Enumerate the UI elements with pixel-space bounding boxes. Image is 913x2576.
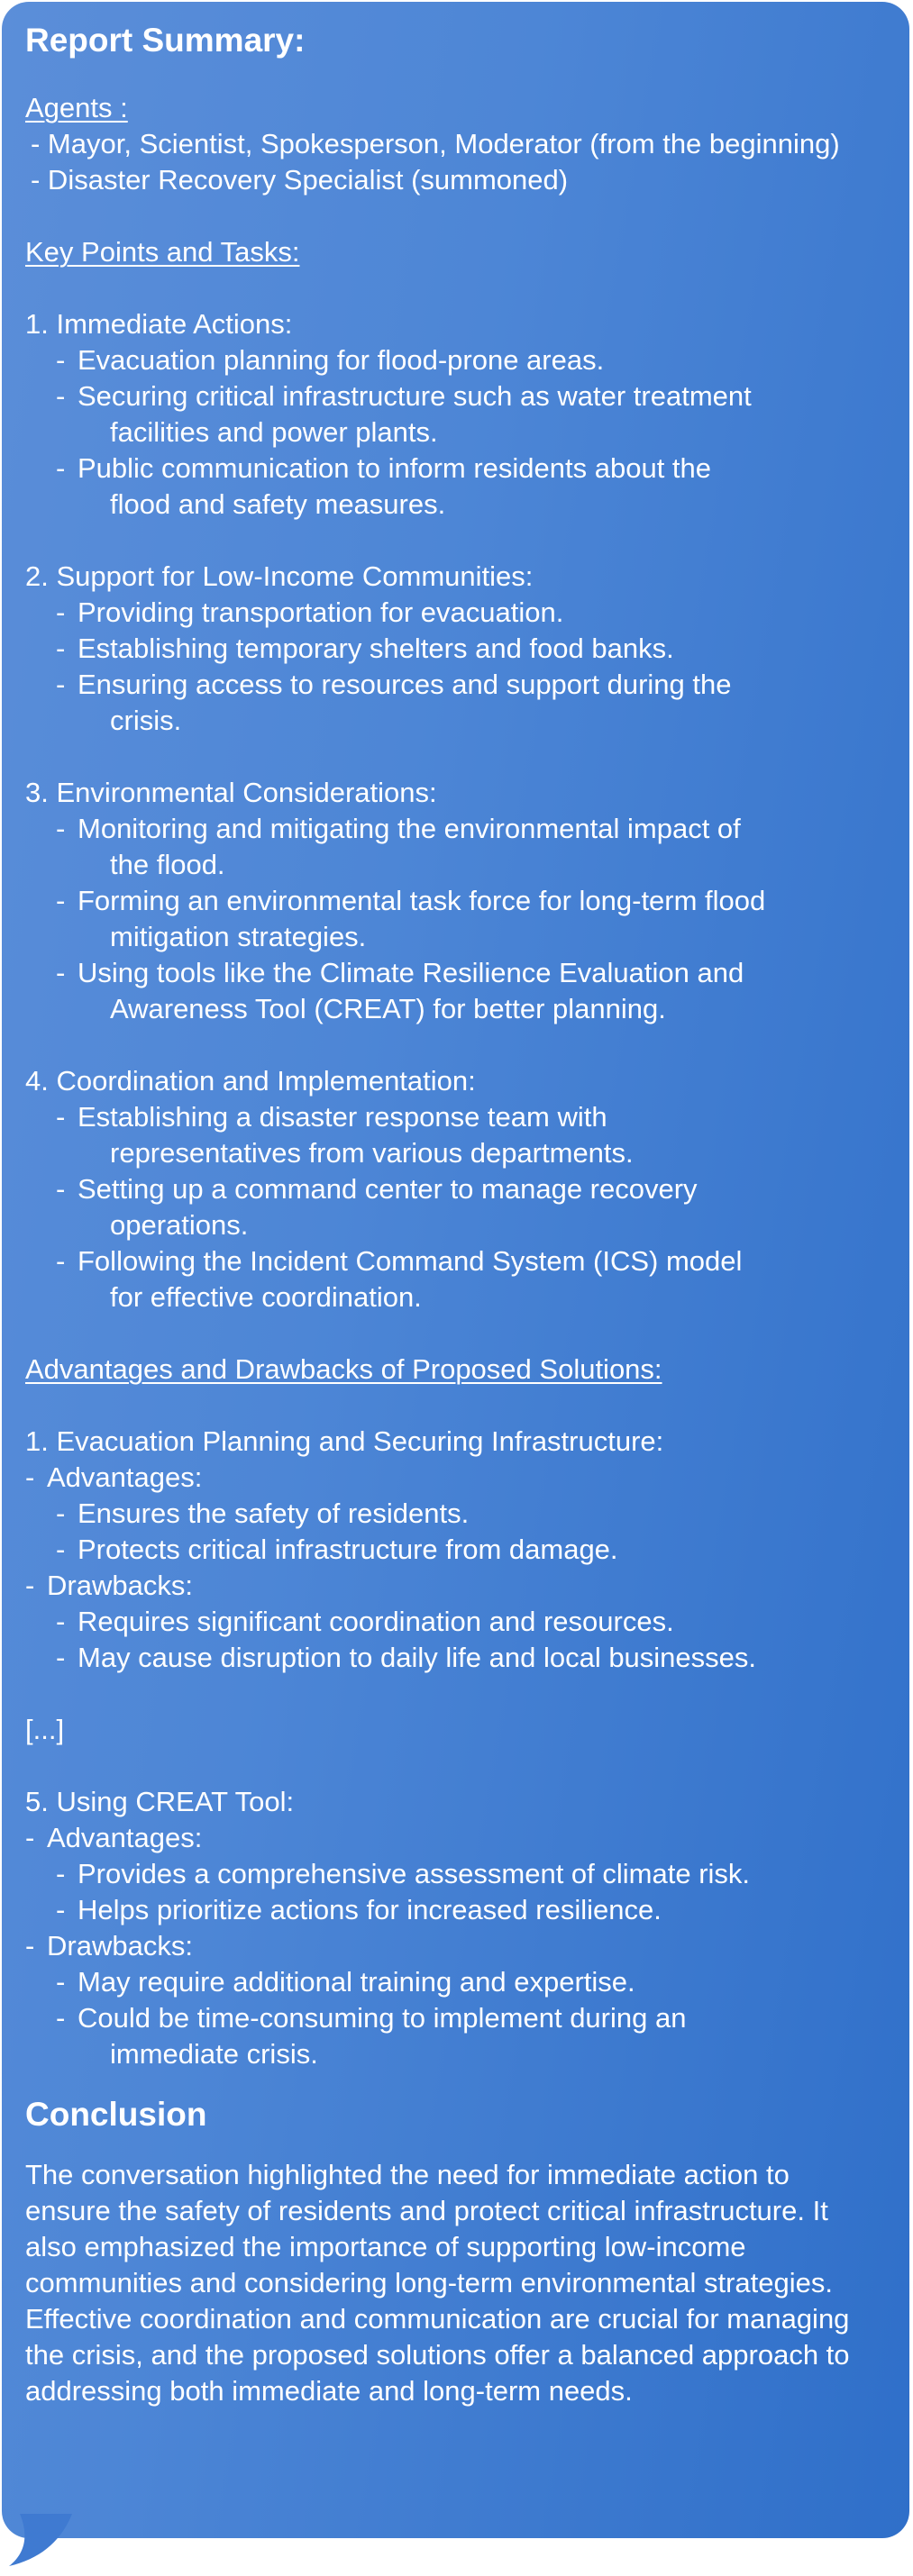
section-title: 1. Immediate Actions: — [25, 308, 293, 340]
list-item: - Establishing a disaster response team with representatives from various departments. — [56, 1101, 634, 1169]
conclusion-heading: Conclusion — [25, 2096, 207, 2133]
list-item: - Providing transportation for evacuation. — [56, 596, 564, 628]
advantages-heading: Advantages and Drawbacks of Proposed Solutions: — [25, 1353, 662, 1385]
list-item: - Evacuation planning for flood-prone areas. — [56, 344, 605, 376]
section-title: 3. Environmental Considerations: — [25, 777, 437, 808]
list-item: - Forming an environmental task force for long-term flood mitigation strategies. — [56, 885, 766, 952]
list-item: - Public communication to inform residents about the flood and safety measures. — [56, 452, 712, 520]
list-item: - Setting up a command center to manage recovery operations. — [56, 1173, 698, 1241]
list-item: - May cause disruption to daily life and local businesses. — [56, 1642, 757, 1673]
advantages-label: - Advantages: — [25, 1822, 203, 1853]
list-item: - Could be time-consuming to implement during an immediate crisis. — [56, 2002, 687, 2070]
list-item: - Using tools like the Climate Resilience Evaluation and Awareness Tool (CREAT) for better planning. — [56, 957, 744, 1024]
agents-line-1: - Mayor, Scientist, Spokesperson, Moderator (from the beginning) — [31, 128, 840, 159]
list-item: - Establishing temporary shelters and food banks. — [56, 633, 674, 664]
list-item: - Provides a comprehensive assessment of climate risk. — [56, 1858, 751, 1889]
key-points-heading: Key Points and Tasks: — [25, 236, 300, 268]
conclusion-text: The conversation highlighted the need for immediate action to ensure the safety of residents and protect critical infrastructure. It also emphasized the importance of supporting low-income communities and considering long-term environmental strategies. Effective coordination and communication are crucial for managing the crisis, and the proposed solutions offer a balanced approach to addressing both immediate and long-term needs. — [25, 2159, 850, 2407]
list-item: - Protects critical infrastructure from damage. — [56, 1534, 618, 1565]
list-item: - Monitoring and mitigating the environmental impact of the flood. — [56, 813, 741, 880]
list-item: - Following the Incident Command System (ICS) model for effective coordination. — [56, 1245, 743, 1313]
list-item: - Helps prioritize actions for increased resilience. — [56, 1894, 662, 1925]
report-title: Report Summary: — [25, 22, 306, 59]
drawbacks-label: - Drawbacks: — [25, 1930, 193, 1962]
list-item: - May require additional training and expertise. — [56, 1966, 635, 1998]
drawbacks-label: - Drawbacks: — [25, 1570, 193, 1601]
agents-line-2: - Disaster Recovery Specialist (summoned) — [31, 164, 569, 196]
bubble-tail — [9, 2514, 81, 2568]
message-bubble — [2, 2, 909, 2538]
section-title: 2. Support for Low-Income Communities: — [25, 560, 534, 592]
list-item: - Securing critical infrastructure such as water treatment facilities and power plants. — [56, 380, 752, 448]
section-title: 5. Using CREAT Tool: — [25, 1786, 295, 1817]
list-item: - Requires significant coordination and resources. — [56, 1606, 674, 1637]
list-item: - Ensures the safety of residents. — [56, 1497, 470, 1529]
advantages-label: - Advantages: — [25, 1461, 203, 1493]
list-item: - Ensuring access to resources and support during the crisis. — [56, 669, 732, 736]
section-title: 4. Coordination and Implementation: — [25, 1065, 476, 1097]
section-title: 1. Evacuation Planning and Securing Infrastructure: — [25, 1425, 664, 1457]
ellipsis: [...] — [25, 1714, 65, 1745]
agents-heading: Agents : — [25, 92, 128, 123]
